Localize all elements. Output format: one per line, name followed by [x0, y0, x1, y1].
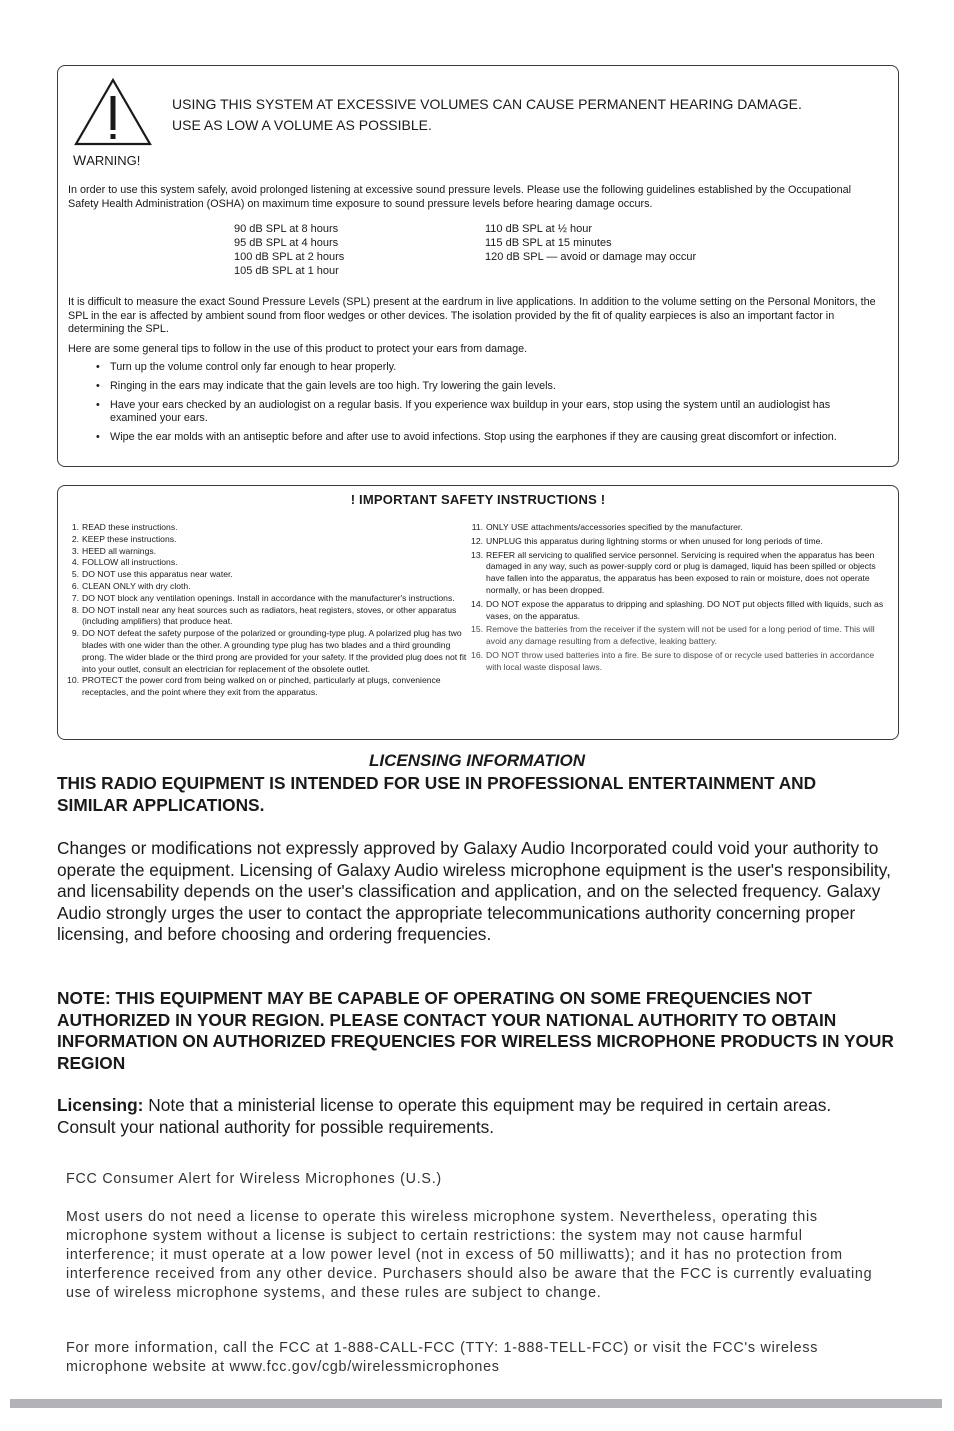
- safety-item-number: 4.: [71, 557, 79, 568]
- safety-item-number: 15.: [471, 624, 483, 635]
- fcc-more-info: For more information, call the FCC at 1-888-CALL-FCC (TTY: 1-888-TELL-FCC) or visit the FCC's wireless microphone website at www.fcc.gov/cgb/wirelessmicrophones: [66, 1340, 819, 1375]
- licensing-label: Licensing:: [57, 1095, 144, 1115]
- warning-label: [73, 152, 140, 168]
- tips-intro: Here are some general tips to follow in the use of this product to protect your ears from damage.: [68, 343, 528, 355]
- licensing-frequency-note: NOTE: THIS EQUIPMENT MAY BE CAPABLE OF OPERATING ON SOME FREQUENCIES NOT AUTHORIZED IN YOUR REGION. PLEASE CONTACT YOUR NATIONAL AUTHORITY TO OBTAIN INFORMATION ON AUTHORIZED FREQUENCIES FOR WIRELESS MICROPHONE PRODUCTS IN YOUR REGION: [57, 988, 894, 1073]
- safety-item: [63, 534, 467, 546]
- licensing-text: Note that a ministerial license to operate this equipment may be required in certain areas. Consult your national authority for possible requirements.: [57, 1095, 832, 1137]
- spl-item: 120 dB SPL — avoid or damage may occur: [485, 251, 697, 263]
- safety-item-text: PROTECT the power cord from being walked on or pinched, particularly at plugs, convenience receptacles, and the point where they exit from the apparatus.: [82, 675, 441, 698]
- spl-list-left: [234, 222, 344, 278]
- safety-item-text: ONLY USE attachments/accessories specified by the manufacturer.: [486, 522, 743, 532]
- safety-item-text: KEEP these instructions.: [82, 533, 177, 544]
- safety-item-text: FOLLOW all instructions.: [82, 557, 178, 568]
- safety-item-text: DO NOT install near any heat sources such as radiators, heat registers, stoves, or other apparatus (including amplifiers) that produce heat.: [82, 604, 457, 627]
- warning-triangle-icon: [74, 78, 152, 146]
- safety-item-text: HEED all warnings.: [82, 545, 157, 556]
- footer-bar: [10, 1399, 942, 1408]
- tip-item: • Turn up the volume control only far enough to hear properly.: [96, 361, 876, 375]
- ear-protection-tips: [96, 361, 876, 450]
- safety-item-text: DO NOT throw used batteries into a fire. Be sure to dispose of or recycle used batteries in accordance with local waste disposal laws.: [486, 649, 875, 672]
- safety-item: [63, 569, 467, 581]
- safety-item-number: 5.: [71, 569, 79, 580]
- safety-item: [63, 522, 467, 534]
- spl-item: 90 dB SPL at 8 hours: [234, 223, 339, 235]
- spl-measurement-paragraph: It is difficult to measure the exact Sound Pressure Levels (SPL) present at the eardrum in live applications. In addition to the volume setting on the Personal Monitors, the SPL in the ear is affected by ambient sound from floor wedges or other devices. The isolation provided by the fit of quality earpieces is also an important factor in determining the SPL.: [68, 296, 876, 335]
- safety-item: [467, 550, 885, 597]
- safety-item-number: 16.: [471, 649, 483, 660]
- safety-item-number: 2.: [71, 533, 79, 544]
- safety-item: [63, 593, 467, 605]
- safety-item: [63, 628, 467, 675]
- safety-title: ! IMPORTANT SAFETY INSTRUCTIONS !: [350, 492, 606, 507]
- safety-item-number: 13.: [471, 549, 483, 560]
- spl-item: 110 dB SPL at ½ hour: [485, 223, 593, 235]
- safety-item-number: 3.: [71, 545, 79, 556]
- spl-item: 115 dB SPL at 15 minutes: [485, 237, 612, 249]
- licensing-changes-paragraph: Changes or modifications not expressly approved by Galaxy Audio Incorporated could void your authority to operate the equipment. Licensing of Galaxy Audio wireless microphone equipment is the user's responsibility, and licensability depends on the user's classification and application, and on the selected frequency. Galaxy Audio strongly urges the user to contact the appropriate telecommunications authority concerning proper licensing, and before choosing and ordering frequencies.: [57, 838, 891, 944]
- safety-item-text: Remove the batteries from the receiver if the system will not be used for a long period of time. This will avoid any damage resulting from a defective, leaking battery.: [486, 624, 875, 647]
- safety-item: [467, 599, 885, 623]
- safety-item-text: CLEAN ONLY with dry cloth.: [82, 580, 191, 591]
- tip-item: • Have your ears checked by an audiologist on a regular basis. If you experience wax buildup in your ears, stop using the system until an audiologist has examined your ears.: [96, 399, 876, 426]
- warning-headline: [172, 94, 892, 136]
- safety-item-text: DO NOT defeat the safety purpose of the polarized or grounding-type plug. A polarized plug has two blades with one wider than the other. A grounding type plug has two blades and a third grounding prong. The wider blade or the third prong are provided for your safety. If the provided plug does not fit into your outlet, consult an electrician for replacement of the obsolete outlet.: [82, 628, 467, 674]
- spl-item: 95 dB SPL at 4 hours: [234, 237, 339, 249]
- safety-item: [467, 536, 885, 548]
- safety-item-text: DO NOT block any ventilation openings. Install in accordance with the manufacturer's instructions.: [82, 592, 455, 603]
- spl-item: 105 dB SPL at 1 hour: [234, 265, 339, 277]
- safety-item-number: 6.: [71, 580, 79, 591]
- fcc-title: FCC Consumer Alert for Wireless Microphones (U.S.): [66, 1171, 442, 1187]
- fcc-body: Most users do not need a license to operate this wireless microphone system. Nevertheless, operating this microphone system without a license is subject to certain restrictions: the system may not cause harmful interference; it must operate at a low power level (not in excess of 50 milliwatts); and it has no protection from interference received from any other device. Purchasers should also be aware that the FCC is currently evaluating use of wireless microphone systems, and these rules are subject to change.: [66, 1209, 873, 1301]
- safety-item: [63, 557, 467, 569]
- safety-list-left: [63, 522, 467, 699]
- safety-item: [467, 650, 885, 674]
- safety-item: [63, 675, 467, 699]
- safety-instructions-box: [57, 485, 899, 740]
- warning-headline-line-1: USING THIS SYSTEM AT EXCESSIVE VOLUMES CAN CAUSE PERMANENT HEARING DAMAGE.: [172, 96, 802, 112]
- spl-item: 100 dB SPL at 2 hours: [234, 251, 345, 263]
- safety-item-text: READ these instructions.: [82, 522, 178, 532]
- safety-item: [467, 522, 885, 534]
- safety-item-number: 9.: [71, 628, 79, 639]
- safety-list-right: [467, 522, 885, 674]
- hearing-warning-box: [57, 65, 899, 467]
- safety-item-text: UNPLUG this apparatus during lightning storms or when unused for long periods of time.: [486, 535, 823, 546]
- warning-label-rest: ARNING!: [86, 153, 141, 168]
- warning-label-initial: W: [73, 152, 87, 168]
- licensing-title: LICENSING INFORMATION: [369, 751, 585, 770]
- safety-item-number: 1.: [71, 522, 79, 532]
- safety-item-text: REFER all servicing to qualified service personnel. Servicing is required when the apparatus has been damaged in any way, such as power-supply cord or plug is damaged, liquid has been spilled or objects have fallen into the apparatus, the apparatus has been exposed to rain or moisture, does not operate normally, or has been dropped.: [486, 549, 876, 595]
- safety-item-text: DO NOT use this apparatus near water.: [82, 569, 233, 580]
- licensing-ministerial-paragraph: [57, 1095, 887, 1138]
- safety-item: [63, 581, 467, 593]
- licensing-intended-use: THIS RADIO EQUIPMENT IS INTENDED FOR USE IN PROFESSIONAL ENTERTAINMENT AND SIMILAR APPLICATIONS.: [57, 773, 817, 815]
- safety-item: [63, 546, 467, 558]
- safety-item-number: 10.: [67, 675, 79, 686]
- safety-item: [467, 624, 885, 648]
- spl-list-right: [485, 222, 696, 264]
- safety-item-number: 8.: [71, 604, 79, 615]
- safety-item-number: 14.: [471, 598, 483, 609]
- safety-item-number: 12.: [471, 535, 483, 546]
- safety-item-number: 11.: [471, 522, 483, 532]
- safety-item: [63, 605, 467, 629]
- safety-item-number: 7.: [71, 592, 79, 603]
- safety-item-text: DO NOT expose the apparatus to dripping and splashing. DO NOT put objects filled with liquids, such as vases, on the apparatus.: [486, 598, 884, 621]
- warning-intro: In order to use this system safely, avoid prolonged listening at excessive sound pressure levels. Please use the following guidelines established by the Occupational Safety Health Administration (OSHA) on maximum time exposure to sound pressure levels before hearing damage occurs.: [68, 184, 852, 210]
- tip-item: • Ringing in the ears may indicate that the gain levels are too high. Try lowering the gain levels.: [96, 380, 876, 394]
- warning-headline-line-2: USE AS LOW A VOLUME AS POSSIBLE.: [172, 117, 432, 133]
- tip-item: • Wipe the ear molds with an antiseptic before and after use to avoid infections. Stop using the earphones if they are causing great discomfort or infection.: [96, 431, 876, 445]
